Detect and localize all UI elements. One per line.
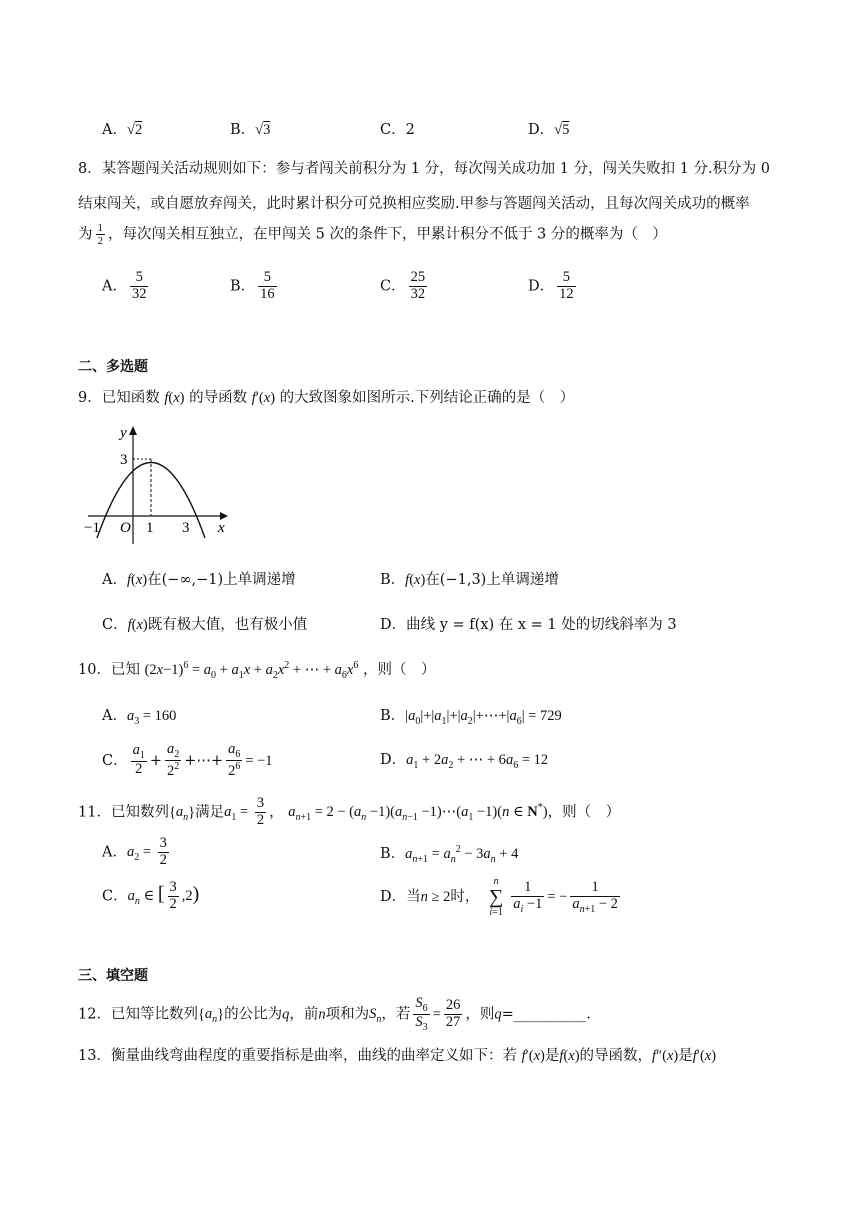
q9-stem: 9．已知函数 f(x) 的导函数 f′(x) 的大致图象如图所示.下列结论正确的是（ ）	[78, 390, 575, 406]
tick-x-minus1: −1	[84, 520, 100, 536]
y-label: y	[120, 425, 127, 441]
q8-option-d: D． $\frac{5}{12}$	[528, 269, 574, 302]
q7-option-c: C．2	[380, 122, 415, 138]
q7-option-d: D．√5	[528, 122, 570, 138]
x-label: x	[218, 520, 225, 536]
q8-line2: 结束闯关，或自愿放弃闯关，此时累计积分可兑换相应奖励.甲参与答题闯关活动，且每次闯关成功的概率	[78, 196, 750, 212]
q7-option-a: A．√2	[102, 122, 143, 138]
q12-stem: 12．已知等比数列$\{a_n\}$的公比为q，前n项和为$S_n$，若 $\frac{S_6}{S_3}$ = $\frac{26}{27}$ ，则q=__________.	[78, 995, 591, 1033]
section-title-fill-in: 三、填空题	[78, 968, 148, 984]
q8-option-a: A． $\frac{5}{32}$	[102, 269, 147, 302]
q11-option-d: D．当n ≥ 2时， n ∑ i=1 $\frac{1}{a_i -1}$ = − $\frac{1}{a_{n+1} - 2}$	[380, 876, 618, 918]
q10-stem: 10．已知 $(2x-1)^6 = a_0 + a_1x + a_2x^2$ + ⋯ + $a_6x^6$ ，则（ ）	[78, 660, 436, 681]
q9-option-d: D．曲线 y = f(x) 在 x = 1 处的切线斜率为 3	[380, 617, 677, 633]
q8-option-c: C． $\frac{25}{32}$	[380, 269, 426, 302]
tick-x-1: 1	[146, 520, 154, 536]
q11-option-c: C．$a_n$ ∈ [ $\frac{3}{2}$ ,2)	[102, 879, 200, 912]
x-axis-arrow	[220, 512, 228, 520]
q10-option-c: C． $\frac{a_1}{2}$ + $\frac{a_2}{2^2}$ +⋯+ $\frac{a_6}{2^6}$ = −1	[102, 741, 273, 779]
origin-label: O	[120, 520, 131, 536]
q10-option-d: D．$a_1 + 2a_2$ + ⋯ + $6a_6 = 12$	[380, 752, 549, 771]
q11-stem: 11．已知数列$\{a_n\}$满足$a_1$ = $\frac{3}{2}$ ， $a_{n+1} = 2 - (a_n -1)(a_{n-1}$ $-1)\cdots(a_1 -1)(n$ ∈ N*)，则（ ）	[78, 795, 621, 828]
q10-option-a: A．$a_3 = 160$	[102, 708, 177, 727]
y-axis-arrow	[129, 426, 137, 435]
q8-line3: 为 $\frac{1}{2}$ ，每次闯关相互独立，在甲闯关 5 次的条件下，甲累计积分不低于 3 分的概率为（ ）	[78, 222, 667, 248]
q8-option-b: B． $\frac{5}{16}$	[230, 269, 275, 302]
q11-option-b: B．$a_{n+1} = a_n^2 - 3a_n + 4$	[380, 844, 519, 865]
q7-option-b: B．√3	[230, 122, 271, 138]
tick-x-3: 3	[182, 520, 190, 536]
section-title-multiple-choice: 二、多选题	[78, 359, 148, 375]
q9-option-a: A．f(x)在(−∞,−1)上单调递增	[102, 572, 296, 588]
q11-option-a: A．$a_2$ = $\frac{3}{2}$	[102, 835, 167, 868]
q10-option-b: B．$|a_0|+|a_1|+|a_2|+\cdots+|a_6| = 729$	[380, 708, 562, 727]
q9-option-b: B．f(x)在(−1,3)上单调递增	[380, 572, 559, 588]
tick-y-3: 3	[120, 452, 128, 468]
q13-stem: 13．衡量曲线弯曲程度的重要指标是曲率，曲线的曲率定义如下：若 f′(x)是f(x)的导函数，f″(x)是f′(x)	[78, 1048, 717, 1064]
q8-line1: 8．某答题闯关活动规则如下：参与者闯关前积分为 1 分，每次闯关成功加 1 分，闯关失败扣 1 分.积分为 0	[78, 161, 770, 177]
q9-option-c: C．f(x)既有极大值，也有极小值	[102, 617, 308, 633]
q9-derivative-graph	[78, 420, 248, 550]
